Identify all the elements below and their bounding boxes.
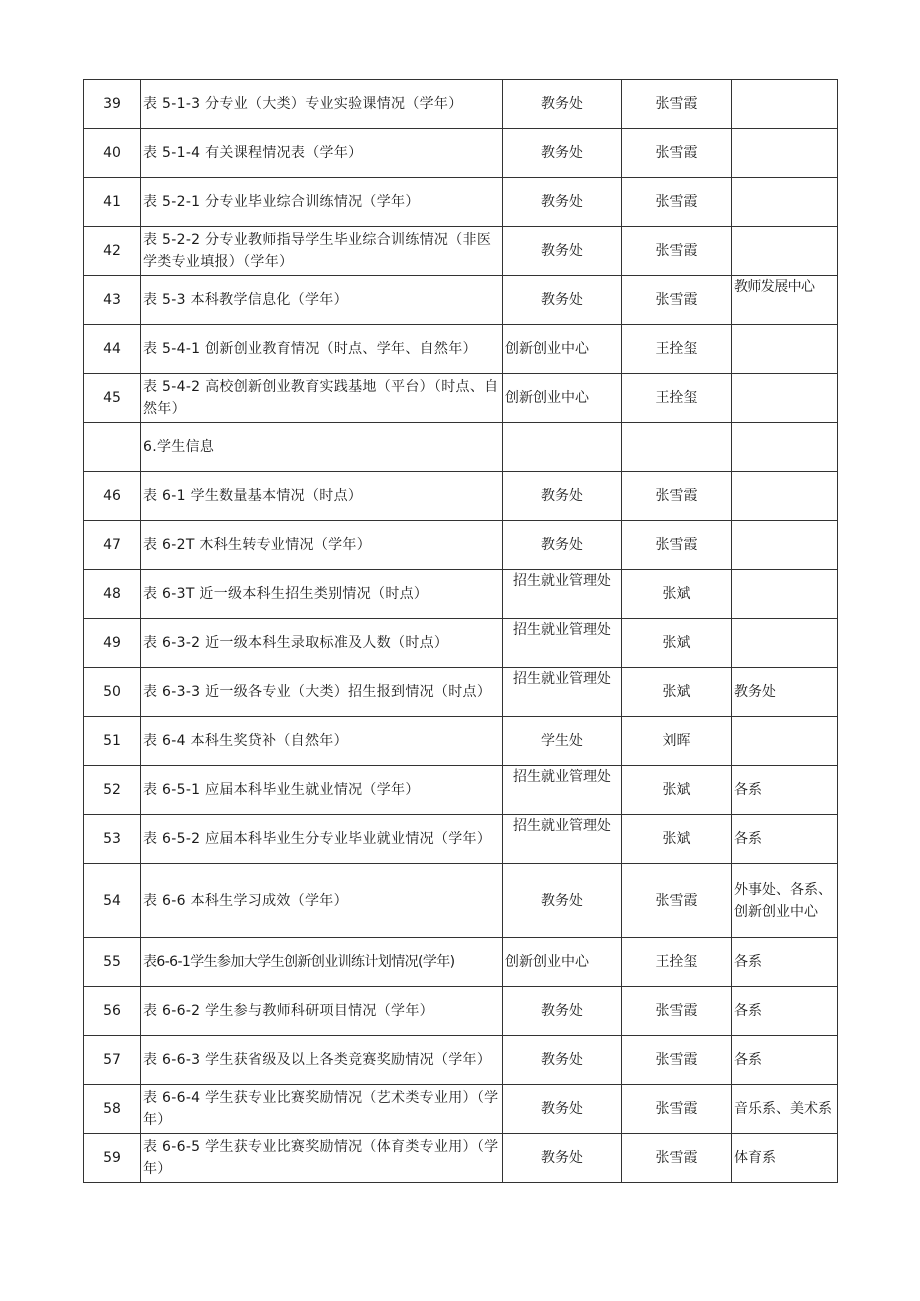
cooperating-department: 各系 — [732, 815, 838, 864]
responsible-department: 教务处 — [503, 178, 622, 227]
table-row — [84, 1085, 838, 1134]
row-number: 48 — [84, 570, 141, 619]
table-name: 表 6-1 学生数量基本情况（时点） — [141, 472, 503, 521]
cooperating-department — [732, 521, 838, 570]
table-name: 表 6-3-3 近一级各专业（大类）招生报到情况（时点） — [141, 668, 503, 717]
cooperating-department: 音乐系、美术系 — [732, 1085, 838, 1134]
table-row — [84, 178, 838, 227]
responsible-department: 创新创业中心 — [503, 374, 622, 423]
table-name: 表 6-4 本科生奖贷补（自然年） — [141, 717, 503, 766]
responsible-department: 教务处 — [503, 129, 622, 178]
row-number: 59 — [84, 1134, 141, 1183]
responsible-person: 张斌 — [622, 668, 732, 717]
row-number: 55 — [84, 938, 141, 987]
responsible-department — [503, 423, 622, 472]
cooperating-department — [732, 80, 838, 129]
responsible-person: 张雪霞 — [622, 178, 732, 227]
table-name: 表 6-3T 近一级本科生招生类别情况（时点） — [141, 570, 503, 619]
responsible-person: 张斌 — [622, 815, 732, 864]
responsible-department: 教务处 — [503, 472, 622, 521]
row-number: 54 — [84, 864, 141, 938]
responsible-department: 教务处 — [503, 80, 622, 129]
table-name: 表 5-1-4 有关课程情况表（学年） — [141, 129, 503, 178]
table-row — [84, 619, 838, 668]
table-row — [84, 325, 838, 374]
cooperating-department: 各系 — [732, 1036, 838, 1085]
table-name: 表 6-6-5 学生获专业比赛奖励情况（体育类专业用）（学年） — [141, 1134, 503, 1183]
row-number: 42 — [84, 227, 141, 276]
responsible-person: 张雪霞 — [622, 80, 732, 129]
table-row — [84, 938, 838, 987]
cooperating-department: 教师发展中心 — [732, 276, 838, 325]
responsible-department: 学生处 — [503, 717, 622, 766]
responsible-department: 创新创业中心 — [503, 938, 622, 987]
row-number: 51 — [84, 717, 141, 766]
responsible-person: 张雪霞 — [622, 276, 732, 325]
table-row — [84, 129, 838, 178]
table-name: 表 5-4-2 高校创新创业教育实践基地（平台）（时点、自然年） — [141, 374, 503, 423]
table-name: 表 5-2-2 分专业教师指导学生毕业综合训练情况（非医学类专业填报）（学年） — [141, 227, 503, 276]
responsible-department: 教务处 — [503, 1134, 622, 1183]
table-row — [84, 227, 838, 276]
row-number: 39 — [84, 80, 141, 129]
table-row — [84, 374, 838, 423]
cooperating-department: 外事处、各系、创新创业中心 — [732, 864, 838, 938]
responsible-department: 招生就业管理处 — [503, 619, 622, 668]
row-number: 58 — [84, 1085, 141, 1134]
cooperating-department — [732, 178, 838, 227]
cooperating-department — [732, 325, 838, 374]
responsible-department: 创新创业中心 — [503, 325, 622, 374]
responsible-department: 招生就业管理处 — [503, 815, 622, 864]
table-row — [84, 987, 838, 1036]
row-number: 46 — [84, 472, 141, 521]
responsible-person: 张斌 — [622, 570, 732, 619]
table-name: 表 6-5-1 应届本科毕业生就业情况（学年） — [141, 766, 503, 815]
responsible-person: 王拴玺 — [622, 374, 732, 423]
table-name: 表 5-4-1 创新创业教育情况（时点、学年、自然年） — [141, 325, 503, 374]
responsible-department: 教务处 — [503, 987, 622, 1036]
responsible-person: 张雪霞 — [622, 864, 732, 938]
responsible-person: 张雪霞 — [622, 521, 732, 570]
responsible-department: 教务处 — [503, 521, 622, 570]
table-name: 表 6-2T 木科生转专业情况（学年） — [141, 521, 503, 570]
responsible-person: 张雪霞 — [622, 1085, 732, 1134]
responsible-person: 王拴玺 — [622, 938, 732, 987]
table-name: 表 6-6-4 学生获专业比赛奖励情况（艺术类专业用）（学年） — [141, 1085, 503, 1134]
responsible-person — [622, 423, 732, 472]
cooperating-department — [732, 570, 838, 619]
table-name: 表 6-6-3 学生获省级及以上各类竞赛奖励情况（学年） — [141, 1036, 503, 1085]
row-number: 53 — [84, 815, 141, 864]
cooperating-department — [732, 227, 838, 276]
table-row — [84, 276, 838, 325]
table-row — [84, 521, 838, 570]
responsible-department: 招生就业管理处 — [503, 570, 622, 619]
table-name: 表 6-6 本科生学习成效（学年） — [141, 864, 503, 938]
table-body — [84, 80, 838, 1183]
table-row — [84, 717, 838, 766]
table-name: 表 5-3 本科教学信息化（学年） — [141, 276, 503, 325]
cooperating-department — [732, 619, 838, 668]
table-name: 表 6-3-2 近一级本科生录取标准及人数（时点） — [141, 619, 503, 668]
row-number: 57 — [84, 1036, 141, 1085]
responsible-person: 张雪霞 — [622, 987, 732, 1036]
table-name: 表 5-1-3 分专业（大类）专业实验课情况（学年） — [141, 80, 503, 129]
responsible-person: 张雪霞 — [622, 227, 732, 276]
table-name: 表6-6-1学生参加大学生创新创业训练计划情况(学年) — [141, 938, 503, 987]
cooperating-department — [732, 423, 838, 472]
row-number: 40 — [84, 129, 141, 178]
responsible-department: 教务处 — [503, 1085, 622, 1134]
responsible-department: 教务处 — [503, 227, 622, 276]
responsible-person: 王拴玺 — [622, 325, 732, 374]
row-number: 44 — [84, 325, 141, 374]
responsible-person: 张雪霞 — [622, 129, 732, 178]
row-number: 50 — [84, 668, 141, 717]
table-row — [84, 864, 838, 938]
table-row — [84, 1036, 838, 1085]
responsible-department: 招生就业管理处 — [503, 668, 622, 717]
table-row — [84, 570, 838, 619]
table-row — [84, 766, 838, 815]
cooperating-department: 各系 — [732, 938, 838, 987]
row-number: 56 — [84, 987, 141, 1036]
cooperating-department — [732, 717, 838, 766]
responsible-person: 张雪霞 — [622, 1036, 732, 1085]
cooperating-department — [732, 129, 838, 178]
responsible-department: 教务处 — [503, 864, 622, 938]
responsible-person: 刘晖 — [622, 717, 732, 766]
responsible-person: 张斌 — [622, 766, 732, 815]
cooperating-department — [732, 374, 838, 423]
responsibility-table — [83, 79, 838, 1183]
table-name: 表 5-2-1 分专业毕业综合训练情况（学年） — [141, 178, 503, 227]
row-number: 52 — [84, 766, 141, 815]
responsible-person: 张斌 — [622, 619, 732, 668]
cooperating-department: 各系 — [732, 766, 838, 815]
responsible-department: 教务处 — [503, 1036, 622, 1085]
table-row — [84, 815, 838, 864]
table-row — [84, 1134, 838, 1183]
row-number — [84, 423, 141, 472]
cooperating-department: 教务处 — [732, 668, 838, 717]
responsible-department: 招生就业管理处 — [503, 766, 622, 815]
section-title: 6.学生信息 — [141, 423, 503, 472]
row-number: 47 — [84, 521, 141, 570]
cooperating-department: 体育系 — [732, 1134, 838, 1183]
table-name: 表 6-6-2 学生参与教师科研项目情况（学年） — [141, 987, 503, 1036]
cooperating-department — [732, 472, 838, 521]
table-row — [84, 668, 838, 717]
table-row — [84, 80, 838, 129]
row-number: 41 — [84, 178, 141, 227]
row-number: 49 — [84, 619, 141, 668]
responsible-department: 教务处 — [503, 276, 622, 325]
table-row — [84, 472, 838, 521]
section-heading-row — [84, 423, 838, 472]
table-name: 表 6-5-2 应届本科毕业生分专业毕业就业情况（学年） — [141, 815, 503, 864]
row-number: 45 — [84, 374, 141, 423]
cooperating-department: 各系 — [732, 987, 838, 1036]
row-number: 43 — [84, 276, 141, 325]
responsible-person: 张雪霞 — [622, 1134, 732, 1183]
responsible-person: 张雪霞 — [622, 472, 732, 521]
